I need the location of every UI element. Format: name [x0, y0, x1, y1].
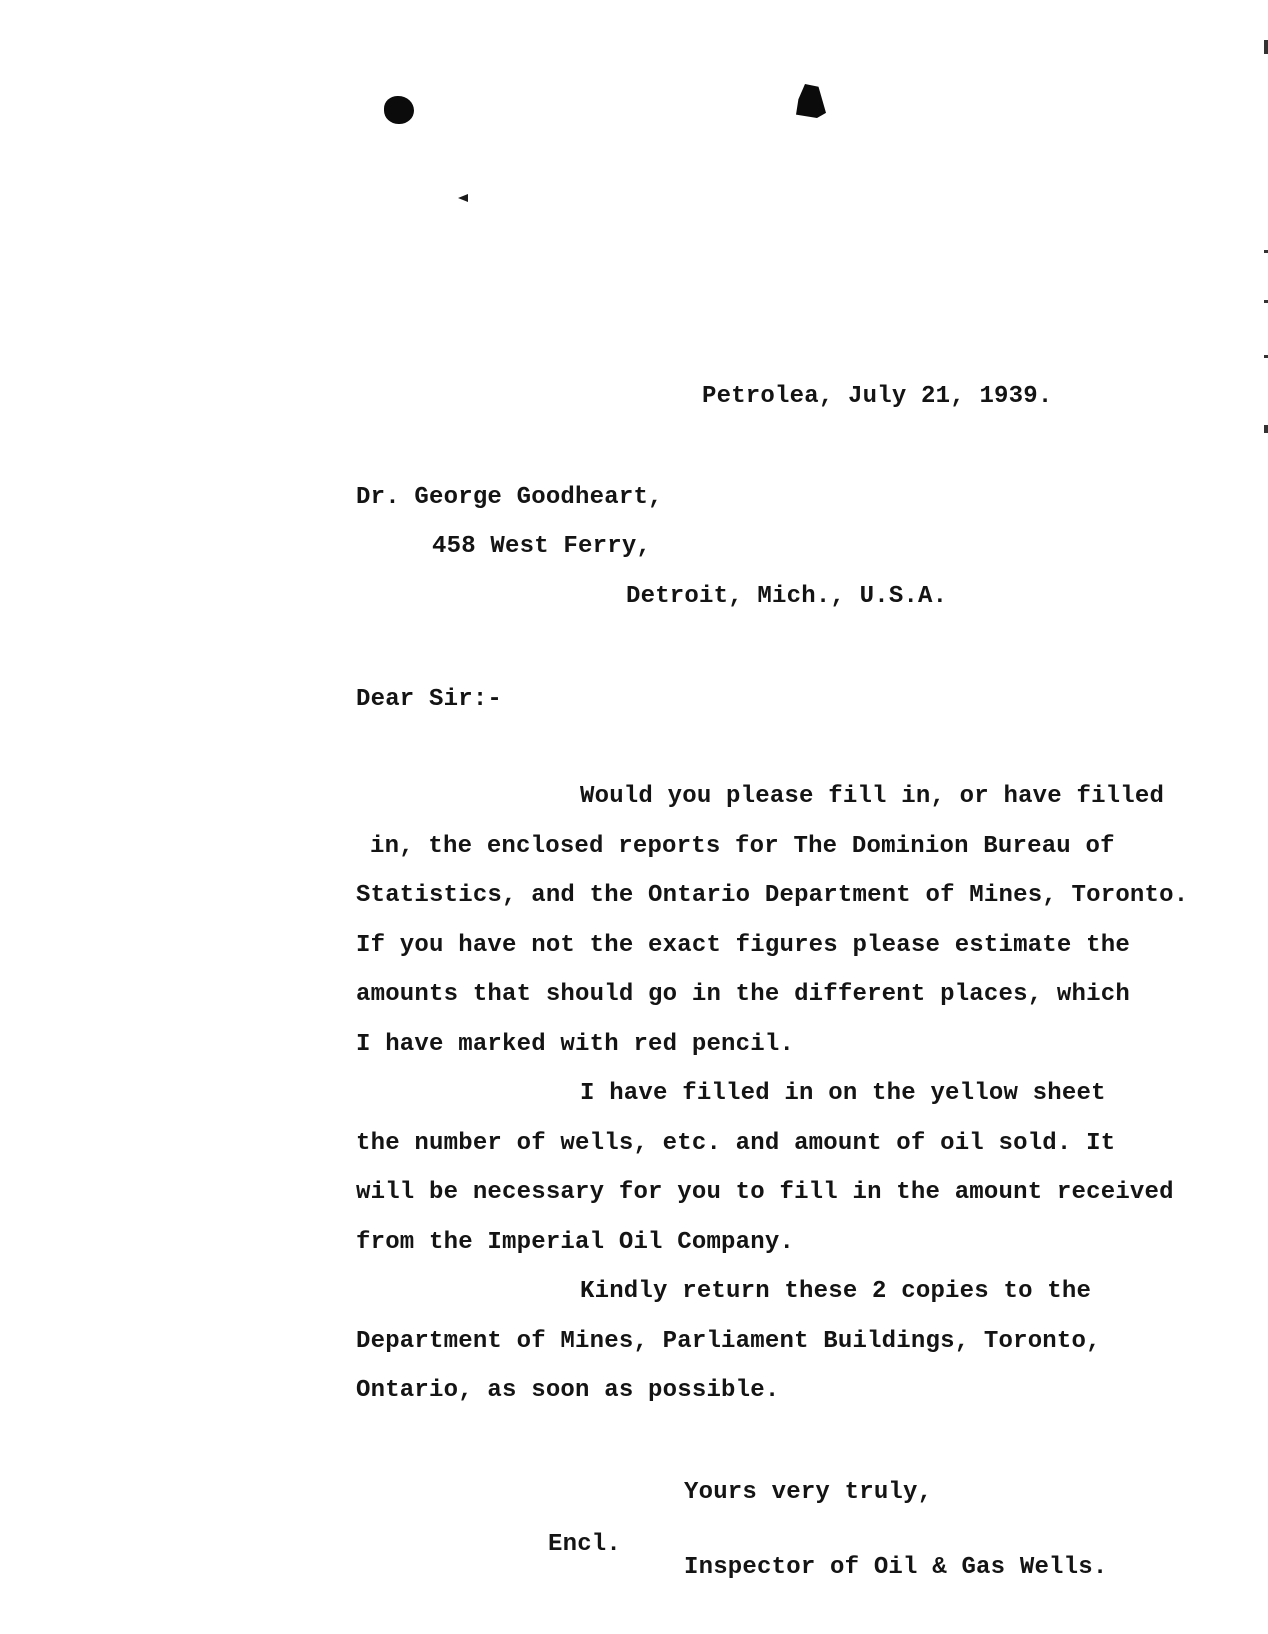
edge-mark [1264, 355, 1268, 358]
signature-title: Inspector of Oil & Gas Wells. [684, 1554, 1108, 1581]
punch-hole-left [384, 96, 414, 124]
punch-hole-right [796, 84, 826, 118]
body-line: I have marked with red pencil. [356, 1031, 795, 1058]
scan-mark [458, 194, 468, 202]
edge-mark [1264, 425, 1268, 433]
closing: Yours very truly, [684, 1479, 933, 1506]
body-line: I have filled in on the yellow sheet [580, 1080, 1106, 1107]
body-line: If you have not the exact figures please estimate the [356, 932, 1130, 959]
body-line: the number of wells, etc. and amount of oil sold. It [356, 1130, 1116, 1157]
recipient-name: Dr. George Goodheart, [356, 484, 663, 511]
body-line: Would you please fill in, or have filled [580, 783, 1165, 810]
edge-mark [1264, 250, 1268, 253]
body-line: Statistics, and the Ontario Department of Mines, Toronto. [356, 882, 1189, 909]
body-line: Kindly return these 2 copies to the [580, 1278, 1092, 1305]
body-line: will be necessary for you to fill in the amount received [356, 1179, 1174, 1206]
body-line: from the Imperial Oil Company. [356, 1229, 795, 1256]
body-line: Ontario, as soon as possible. [356, 1377, 780, 1404]
edge-mark [1264, 40, 1268, 54]
enclosure-note: Encl. [548, 1531, 622, 1558]
recipient-city: Detroit, Mich., U.S.A. [626, 583, 948, 610]
edge-mark [1264, 300, 1268, 303]
body-line: in, the enclosed reports for The Dominion Bureau of [370, 833, 1115, 860]
dateline: Petrolea, July 21, 1939. [702, 383, 1053, 410]
recipient-street: 458 West Ferry, [432, 533, 652, 560]
salutation: Dear Sir:- [356, 686, 503, 713]
body-line: Department of Mines, Parliament Buildings, Toronto, [356, 1328, 1101, 1355]
body-line: amounts that should go in the different places, which [356, 981, 1130, 1008]
